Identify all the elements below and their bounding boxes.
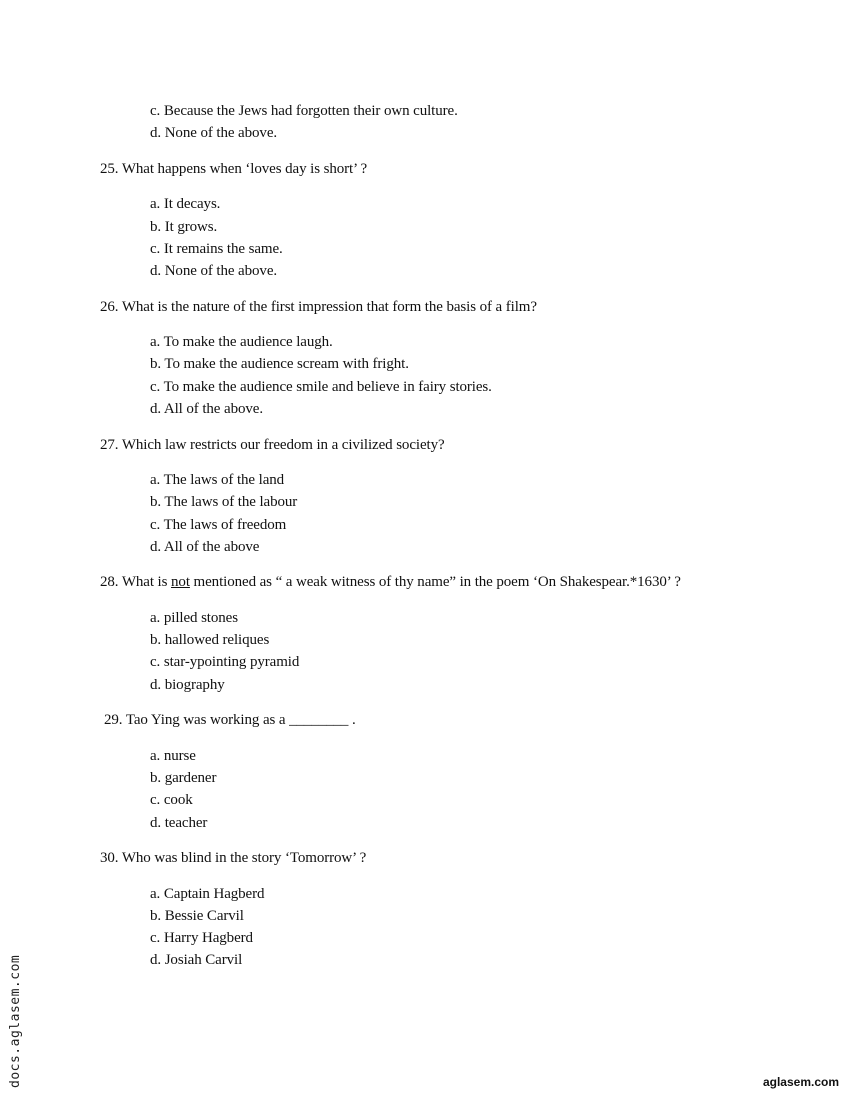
- question-26: 26. What is the nature of the first impression that form the basis of a film?: [100, 299, 537, 315]
- option-c: c. cook: [150, 792, 193, 808]
- option-b: b. It grows.: [150, 219, 218, 235]
- underlined-word: not: [171, 574, 190, 590]
- option-b: b. The laws of the labour: [150, 494, 298, 510]
- question-text: 28. What is: [100, 574, 172, 590]
- option-d: d. None of the above.: [150, 263, 278, 279]
- option-d: d. teacher: [150, 815, 208, 831]
- option-c: c. It remains the same.: [150, 241, 283, 257]
- option-d: d. biography: [150, 677, 225, 693]
- option-b: b. Bessie Carvil: [150, 908, 244, 924]
- option-b: b. gardener: [150, 770, 217, 786]
- option-c: c. star-ypointing pyramid: [150, 654, 300, 670]
- option-a: a. It decays.: [150, 196, 221, 212]
- question-27: 27. Which law restricts our freedom in a civilized society?: [100, 437, 445, 453]
- option-d: d. None of the above.: [150, 125, 278, 141]
- option-d: d. All of the above.: [150, 401, 263, 417]
- question-28: [100, 573, 681, 591]
- option-a: a. nurse: [150, 748, 196, 764]
- question-30: 30. Who was blind in the story ‘Tomorrow’ ?: [100, 850, 367, 866]
- question-25: 25. What happens when ‘loves day is short’ ?: [100, 161, 368, 177]
- option-c: c. To make the audience smile and believe in fairy stories.: [150, 379, 492, 395]
- option-c: c. Harry Hagberd: [150, 930, 253, 946]
- side-watermark: docs.aglasem.com: [8, 954, 23, 1088]
- question-29: 29. Tao Ying was working as a ________ .: [104, 712, 356, 728]
- option-a: a. To make the audience laugh.: [150, 334, 333, 350]
- option-a: a. The laws of the land: [150, 472, 285, 488]
- option-b: b. To make the audience scream with fright.: [150, 356, 409, 372]
- option-b: b. hallowed reliques: [150, 632, 270, 648]
- brand-watermark: aglasem.com: [762, 1075, 839, 1089]
- option-c: c. Because the Jews had forgotten their own culture.: [150, 103, 458, 119]
- option-d: d. Josiah Carvil: [150, 952, 243, 968]
- option-c: c. The laws of freedom: [150, 517, 287, 533]
- option-d: d. All of the above: [150, 539, 260, 555]
- question-text: mentioned as “ a weak witness of thy name” in the poem ‘On Shakespear.*1630’ ?: [189, 574, 681, 590]
- option-a: a. Captain Hagberd: [150, 886, 265, 902]
- option-a: a. pilled stones: [150, 610, 238, 626]
